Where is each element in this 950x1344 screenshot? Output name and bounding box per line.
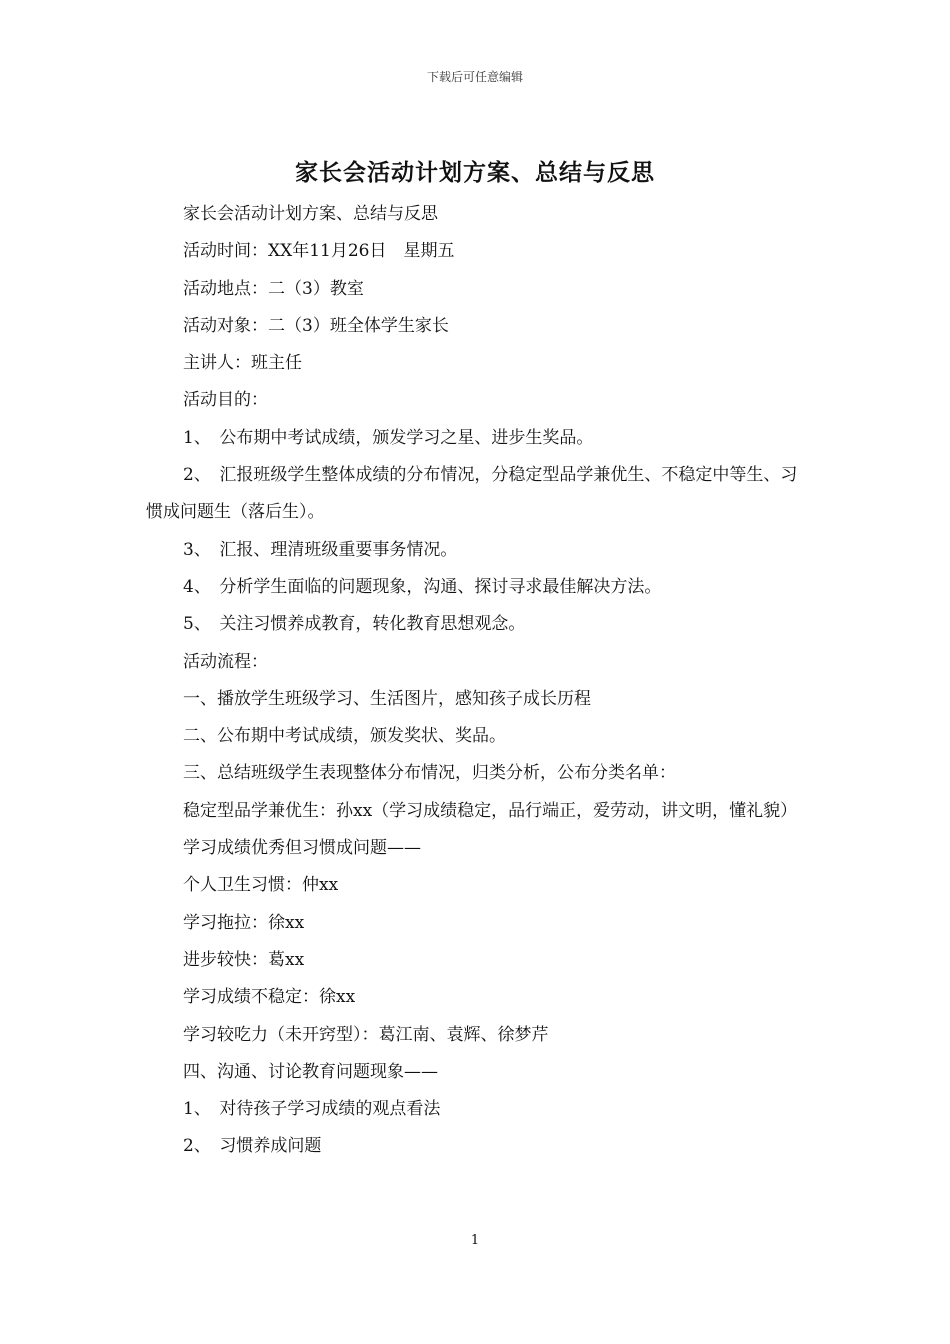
process-step-3: 三、总结班级学生表现整体分布情况，归类分析，公布分类名单： — [183, 763, 676, 784]
purpose-item-2: 2、 汇报班级学生整体成绩的分布情况，分稳定型品学兼优生、不稳定中等生、习惯成问题生（落后生）。 — [146, 465, 798, 523]
paragraph-activity-time: 活动时间：XX年11月26日 星期五 — [183, 241, 455, 262]
process-step-1: 一、播放学生班级学习、生活图片，感知孩子成长历程 — [183, 688, 591, 709]
document-title: 家长会活动计划方案、总结与反思 — [295, 159, 655, 186]
page-number: 1 — [470, 1233, 480, 1248]
category-procrastination: 学习拖拉：徐xx — [183, 912, 305, 933]
paragraph-activity-audience: 活动对象：二（3）班全体学生家长 — [183, 315, 449, 336]
page-header-note: 下载后可任意编辑 — [426, 70, 523, 84]
category-fast-progress: 进步较快：葛xx — [183, 949, 305, 970]
paragraph-process-heading: 活动流程： — [183, 651, 268, 672]
category-struggling: 学习较吃力（未开窍型）：葛江南、袁辉、徐梦芹 — [183, 1024, 549, 1045]
purpose-item-1: 1、 公布期中考试成绩，颁发学习之星、进步生奖品。 — [183, 427, 594, 448]
category-hygiene: 个人卫生习惯：仲xx — [183, 875, 339, 896]
discussion-item-2: 2、 习惯养成问题 — [183, 1136, 322, 1157]
purpose-item-4: 4、 分析学生面临的问题现象，沟通、探讨寻求最佳解决方法。 — [183, 576, 662, 597]
paragraph-purpose-heading: 活动目的： — [183, 390, 268, 411]
paragraph-speaker: 主讲人：班主任 — [183, 353, 302, 374]
category-habit-issues-heading: 学习成绩优秀但习惯成问题—— — [183, 838, 421, 859]
purpose-item-5: 5、 关注习惯养成教育，转化教育思想观念。 — [183, 614, 526, 635]
purpose-item-3: 3、 汇报、理清班级重要事务情况。 — [183, 539, 458, 560]
process-step-2: 二、公布期中考试成绩，颁发奖状、奖品。 — [183, 726, 506, 747]
process-step-4: 四、沟通、讨论教育问题现象—— — [183, 1061, 438, 1082]
paragraph-subtitle: 家长会活动计划方案、总结与反思 — [183, 204, 438, 224]
discussion-item-1: 1、 对待孩子学习成绩的观点看法 — [183, 1099, 441, 1120]
category-unstable: 学习成绩不稳定：徐xx — [183, 987, 356, 1008]
category-excellent: 稳定型品学兼优生：孙xx（学习成绩稳定，品行端正，爱劳动，讲文明，懂礼貌） — [183, 800, 798, 821]
paragraph-activity-location: 活动地点：二（3）教室 — [183, 278, 364, 299]
document-body — [146, 196, 806, 1166]
